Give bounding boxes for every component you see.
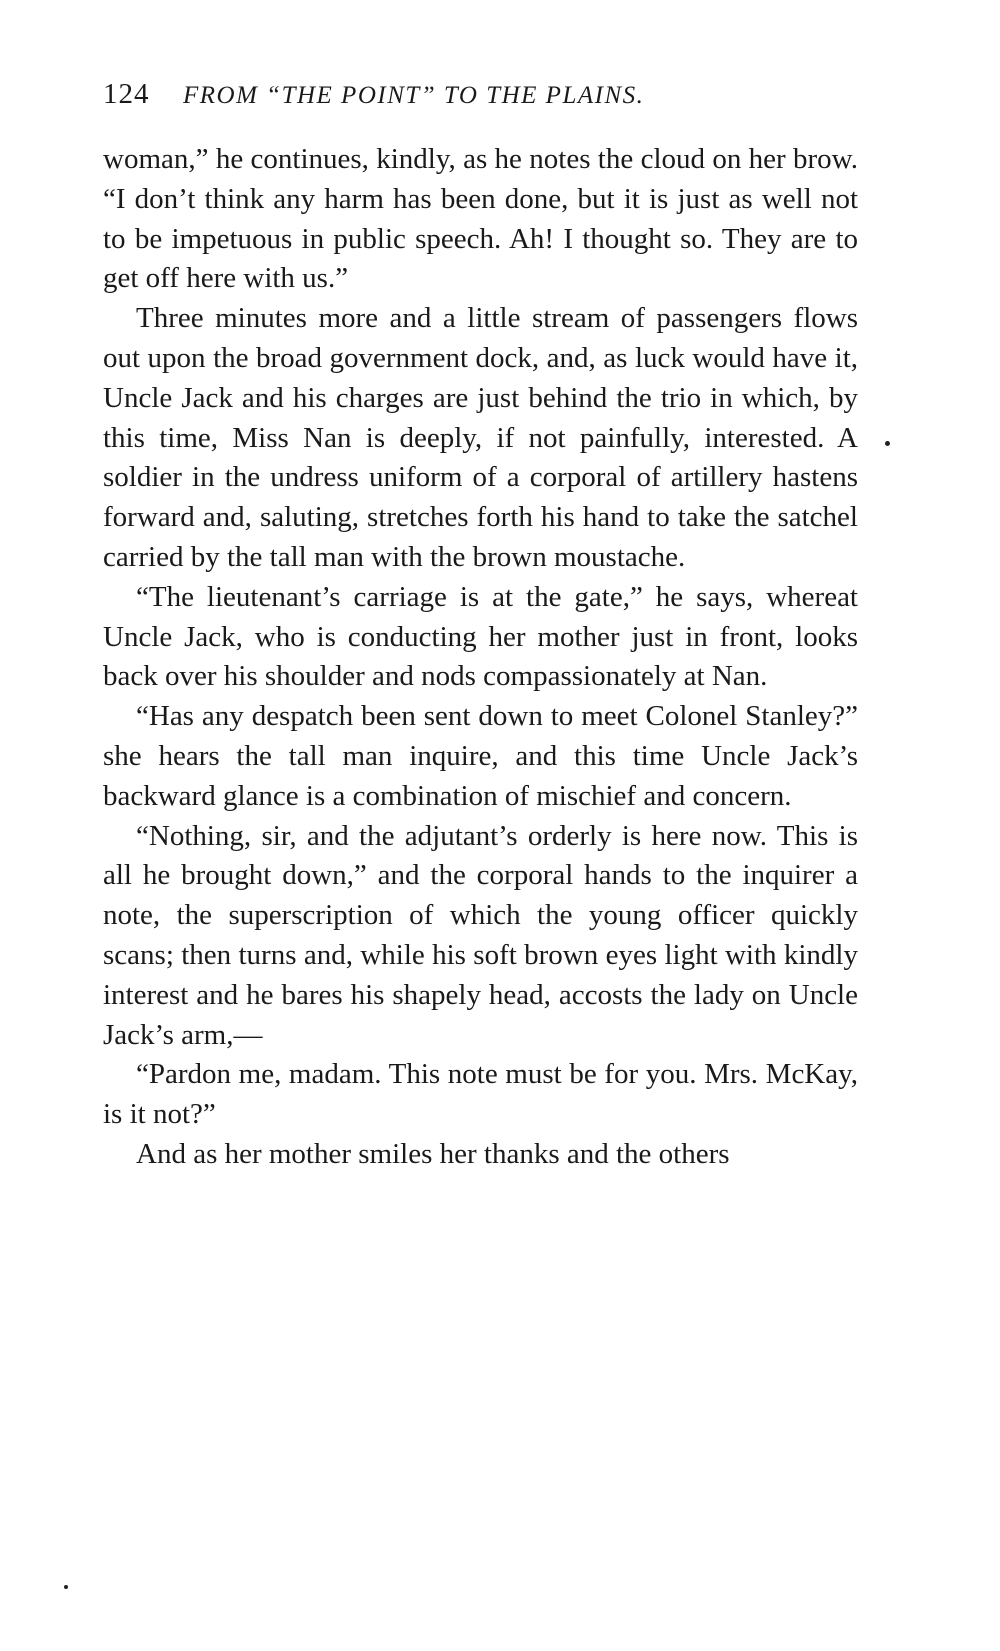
- paragraph-5: “Nothing, sir, and the adjutant’s orderly is here now. This is all he brought down,” and the corporal hands to the inquirer a note, the superscription of which the young officer quickly scans; then turns and, while his soft brown eyes light with kindly interest and he bares his shapely head, accosts the lady on Uncle Jack’s arm,—: [103, 819, 858, 1051]
- paragraph-3: “The lieutenant’s carriage is at the gate,” he says, whereat Uncle Jack, who is conducting her mother just in front, looks back over his shoulder and nods compassionately at Nan.: [103, 580, 858, 693]
- running-title: FROM “THE POINT” TO THE PLAINS.: [183, 82, 645, 109]
- body-text: [103, 140, 858, 1175]
- stray-ink-dot: [885, 441, 890, 446]
- paragraph-1: woman,” he continues, kindly, as he notes the cloud on her brow. “I don’t think any harm has been done, but it is just as well not to be impetuous in public speech. Ah! I thought so. They are to get off here with us.”: [103, 143, 858, 295]
- book-page: [103, 78, 858, 1175]
- paragraph-2: Three minutes more and a little stream of passengers flows out upon the broad government dock, and, as luck would have it, Uncle Jack and his charges are just behind the trio in which, by this time, Miss Nan is deeply, if not painfully, interested. A soldier in the undress uniform of a corporal of artillery hastens forward and, saluting, stretches forth his hand to take the satchel carried by the tall man with the brown moustache.: [103, 302, 858, 573]
- paragraph-7: And as her mother smiles her thanks and the others: [136, 1137, 730, 1170]
- page-header: [103, 78, 858, 126]
- stray-ink-dot: [64, 1585, 68, 1589]
- paragraph-6: “Pardon me, madam. This note must be for you. Mrs. McKay, is it not?”: [103, 1058, 858, 1131]
- page-number: 124: [103, 78, 150, 110]
- paragraph-4: “Has any despatch been sent down to meet Colonel Stanley?” she hears the tall man inquire, and this time Uncle Jack’s backward glance is a combination of mischief and concern.: [103, 700, 858, 812]
